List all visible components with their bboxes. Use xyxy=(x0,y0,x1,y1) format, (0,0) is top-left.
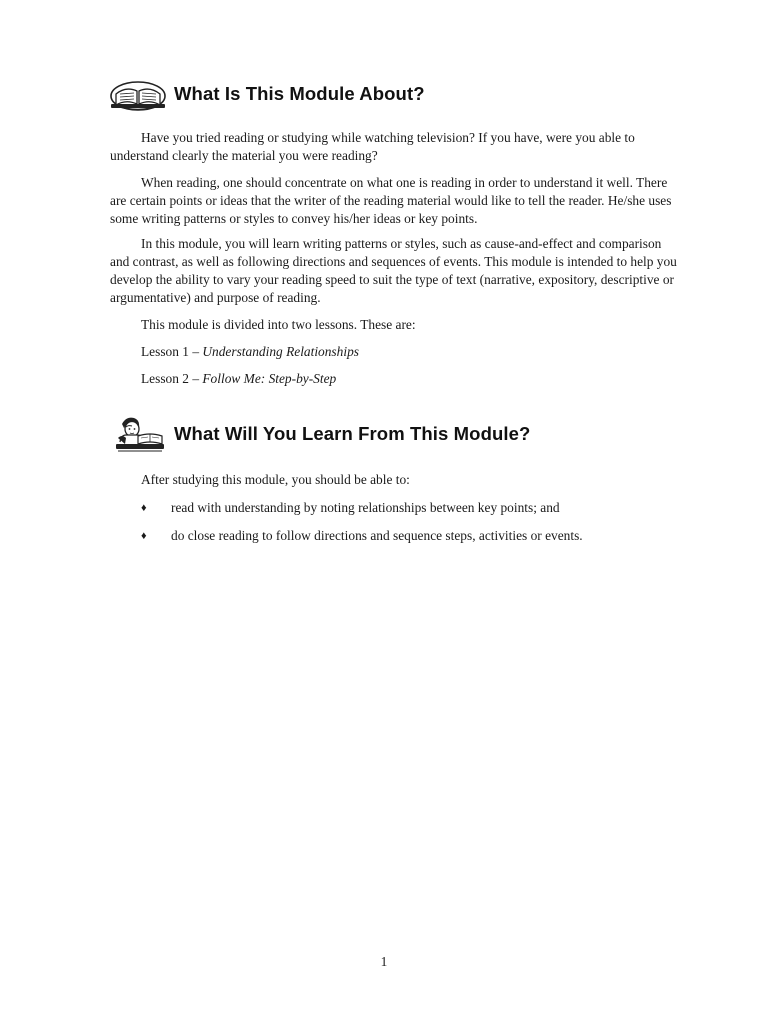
diamond-bullet-icon: ♦ xyxy=(141,530,147,542)
paragraph xyxy=(110,235,680,307)
section-title: What Will You Learn From This Module? xyxy=(174,423,531,444)
paragraph-text: This module is divided into two lessons. These are: xyxy=(141,317,416,332)
section-heading-about xyxy=(108,74,425,114)
student-reading-icon xyxy=(108,414,168,454)
paragraph: After studying this module, you should be able to: xyxy=(141,472,410,487)
paragraph-text: In this module, you will learn writing patterns or styles, such as cause-and-effect and comparison and contrast, as well as following directions and sequences of events. This module is intended to help you develop the ability to vary your reading speed to suit the type of text (narrative, expository, descriptive or argumentative) and purpose of reading. xyxy=(110,236,677,305)
lesson-title: Follow Me: Step-by-Step xyxy=(202,371,337,386)
lesson-item xyxy=(141,343,359,361)
lesson-title: Understanding Relationships xyxy=(202,344,359,359)
lesson-prefix: Lesson 2 – xyxy=(141,371,203,386)
list-item-text: do close reading to follow directions and sequence steps, activities or events. xyxy=(171,528,583,543)
lesson-item xyxy=(141,370,336,388)
page-number: 1 xyxy=(380,954,388,969)
paragraph xyxy=(110,129,680,165)
paragraph xyxy=(110,316,680,334)
lesson-prefix: Lesson 1 – xyxy=(141,344,203,359)
paragraph xyxy=(110,174,680,228)
section-title: What Is This Module About? xyxy=(174,83,425,104)
section-heading-learn xyxy=(108,414,530,454)
list-item-text: read with understanding by noting relationships between key points; and xyxy=(171,500,560,515)
open-book-icon xyxy=(108,74,168,114)
paragraph-text: When reading, one should concentrate on what one is reading in order to understand it well. There are certain points or ideas that the writer of the reading material would like to tell the reader. He/she uses some writing patterns or styles to convey his/her ideas or key points. xyxy=(110,175,672,226)
paragraph-text: Have you tried reading or studying while watching television? If you have, were you able to understand clearly the material you were reading? xyxy=(110,130,635,163)
diamond-bullet-icon: ♦ xyxy=(141,502,147,514)
